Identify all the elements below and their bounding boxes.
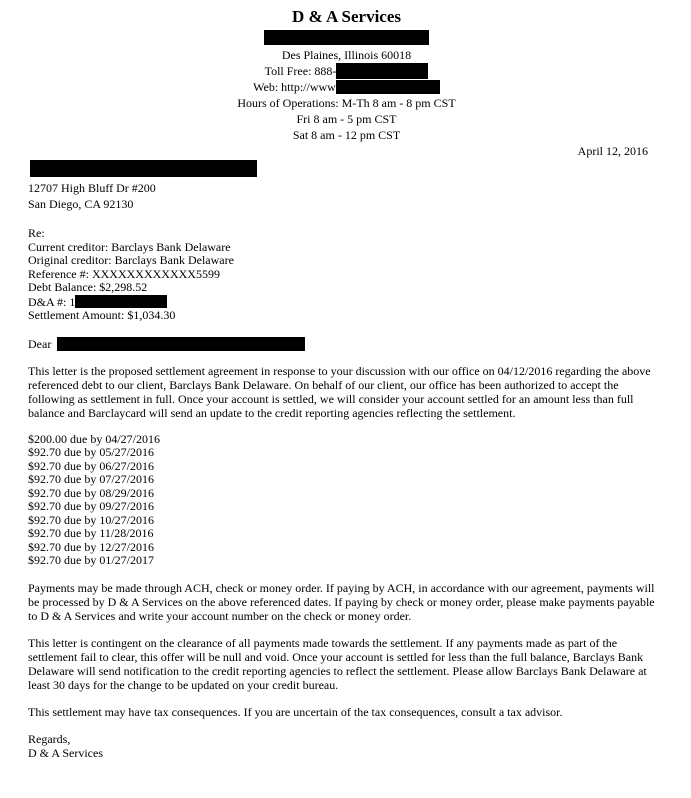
reference-block — [28, 227, 665, 323]
letterhead-city-line: Des Plaines, Illinois 60018 — [281, 48, 412, 62]
redacted-web-url — [336, 80, 440, 94]
payment-schedule-line: $92.70 due by 07/27/2016 — [28, 472, 154, 486]
closing-block — [28, 732, 665, 760]
payment-schedule-line: $92.70 due by 11/28/2016 — [28, 526, 154, 540]
recipient-address-block — [28, 160, 665, 212]
da-number-prefix: D&A #: 1 — [28, 294, 76, 309]
current-creditor-line: Current creditor: Barclays Bank Delaware — [28, 239, 231, 254]
redacted-account-number — [75, 295, 167, 308]
settlement-amount-line: Settlement Amount: $1,034.30 — [28, 308, 176, 322]
payment-methods-paragraph: Payments may be made through ACH, check or money order. If paying by ACH, in accordance with our agreement, payments will be processed by D & A Services on the above referenced dates. If paying by check or money order, please make payments payable to D & A Services and write your account number on the check or money order. — [28, 580, 655, 623]
redacted-street-address — [264, 30, 429, 45]
payment-schedule-line: $92.70 due by 09/27/2016 — [28, 499, 154, 513]
tax-paragraph: This settlement may have tax consequences. If you are uncertain of the tax consequences, consult a tax advisor. — [28, 704, 563, 719]
debt-balance-line: Debt Balance: $2,298.52 — [28, 280, 148, 294]
payment-schedule-line: $92.70 due by 10/27/2016 — [28, 512, 154, 527]
letterhead-toll-free-line — [28, 63, 665, 79]
letter-date: April 12, 2016 — [577, 144, 648, 158]
letterhead-web-line — [28, 79, 665, 95]
redacted-recipient-name — [30, 160, 257, 177]
intro-paragraph: This letter is the proposed settlement agreement in response to your discussion with our office on 04/12/2016 regarding the above referenced debt to our client, Barclays Bank Delaware. On behalf of our client, our office has been authorized to accept the following as settlement in full. Once your account is settled, we will consider your account settled for an amount less than full balance and Barclaycard will send an update to the credit reporting agencies reflecting the settlement. — [28, 363, 651, 420]
redacted-phone-number — [336, 63, 428, 79]
toll-free-prefix: Toll Free: 888- — [264, 64, 337, 78]
payment-schedule-line: $92.70 due by 12/27/2016 — [28, 539, 154, 554]
closing-regards: Regards, — [28, 731, 71, 746]
recipient-street: 12707 High Bluff Dr #200 — [28, 181, 156, 195]
reference-number-line: Reference #: XXXXXXXXXXXX5599 — [28, 266, 220, 281]
web-prefix: Web: http://www — [253, 80, 336, 94]
payment-schedule-line: $200.00 due by 04/27/2016 — [28, 431, 160, 446]
recipient-city-state-zip: San Diego, CA 92130 — [28, 197, 134, 211]
hours-line-3: Sat 8 am - 12 pm CST — [292, 128, 401, 142]
letterhead — [28, 7, 665, 143]
payment-schedule — [28, 433, 665, 568]
closing-signature: D & A Services — [28, 745, 103, 760]
redacted-salutation-name — [57, 337, 305, 351]
payment-schedule-line: $92.70 due by 08/29/2016 — [28, 485, 154, 500]
hours-line-1: Hours of Operations: M-Th 8 am - 8 pm CST — [237, 96, 456, 110]
salutation-line — [28, 337, 665, 351]
hours-line-2: Fri 8 am - 5 pm CST — [296, 112, 397, 126]
payment-schedule-line: $92.70 due by 01/27/2017 — [28, 553, 154, 567]
original-creditor-line: Original creditor: Barclays Bank Delaware — [28, 253, 234, 267]
company-name: D & A Services — [291, 7, 402, 26]
payment-schedule-line: $92.70 due by 05/27/2016 — [28, 445, 154, 459]
payment-schedule-line: $92.70 due by 06/27/2016 — [28, 458, 154, 473]
da-number-line — [28, 295, 665, 310]
contingency-paragraph: This letter is contingent on the clearance of all payments made towards the settlement. If any payments made as part of the settlement fail to clear, this offer will be null and void. Once your account is settled for less than the full balance, Barclays Bank Delaware will send notification to the credit reporting agencies to reflect the settlement. Please allow Barclays Bank Delaware at least 30 days for the change to be updated on your credit bureau. — [28, 635, 647, 692]
re-heading: Re: — [28, 226, 45, 240]
salutation-prefix: Dear — [28, 336, 52, 351]
